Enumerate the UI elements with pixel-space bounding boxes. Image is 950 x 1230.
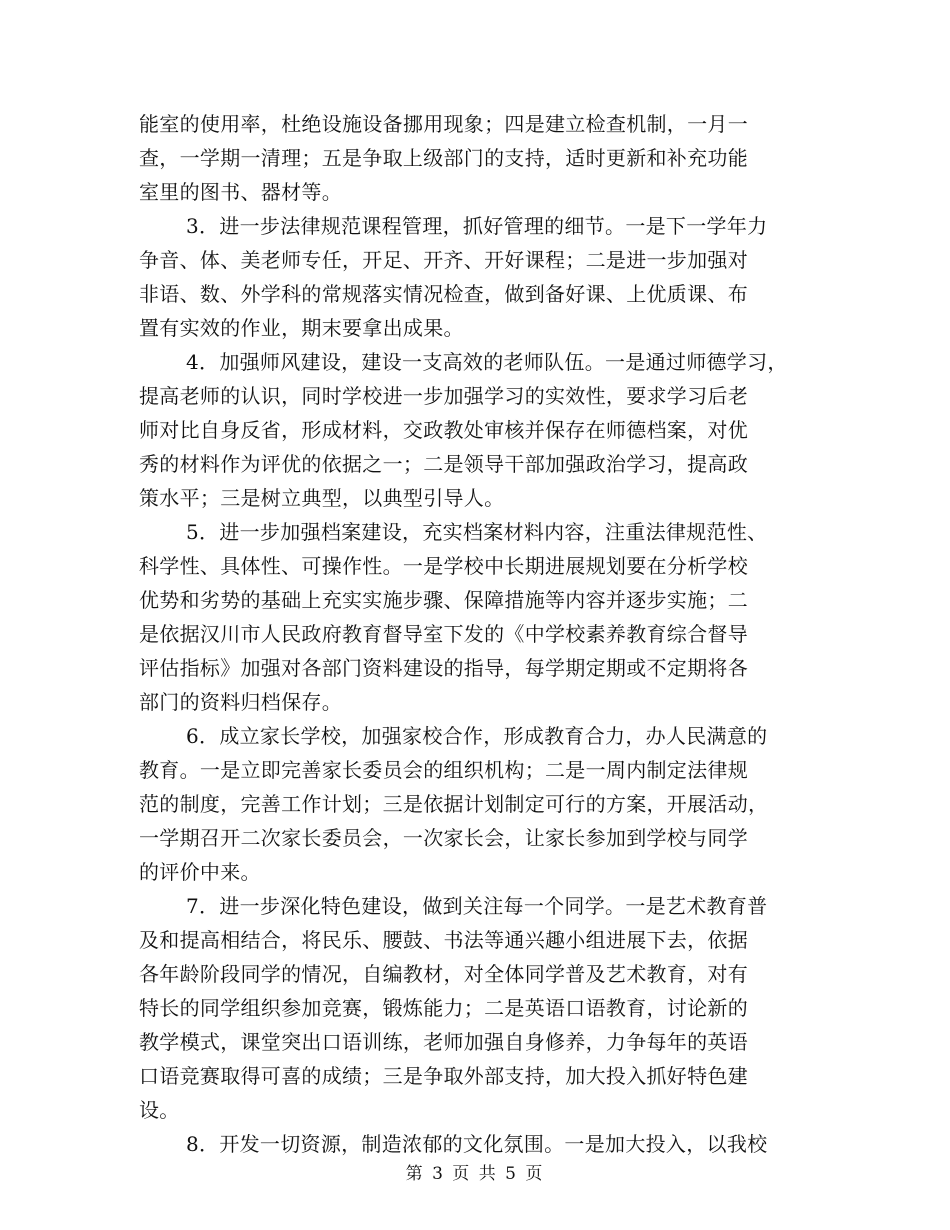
text-line: 查，一学期一清理；五是争取上级部门的支持，适时更新和补充功能 — [139, 146, 748, 170]
text-line: 争音、体、美老师专任，开足、开齐、开好课程；二是进一步加强对 — [139, 248, 748, 272]
text-line: 口语竞赛取得可喜的成绩；三是争取外部支持，加大投入抓好特色建 — [139, 1064, 748, 1088]
text-line: 优势和劣势的基础上充实实施步骤、保障措施等内容并逐步实施；二 — [139, 588, 748, 612]
text-line: 范的制度，完善工作计划；三是依据计划制定可行的方案，开展活动， — [139, 792, 769, 816]
text-line: 非语、数、外学科的常规落实情况检查，做到备好课、上优质课、布 — [139, 282, 748, 306]
text-line: 室里的图书、器材等。 — [139, 180, 342, 204]
text-line: 一学期召开二次家长委员会，一次家长会，让家长参加到学校与同学 — [139, 826, 748, 850]
paragraph-7-start: 7．进一步深化特色建设，做到关注每一个同学。一是艺术教育普 — [186, 894, 768, 918]
text-line: 策水平；三是树立典型，以典型引导人。 — [139, 486, 505, 510]
page-number-footer: 第 3 页 共 5 页 — [405, 1164, 545, 1184]
paragraph-8-start: 8．开发一切资源，制造浓郁的文化氛围。一是加大投入，以我校 — [186, 1132, 768, 1156]
text-line: 及和提高相结合，将民乐、腰鼓、书法等通兴趣小组进展下去，依据 — [139, 928, 748, 952]
text-line: 部门的资料归档保存。 — [139, 690, 342, 714]
text-line: 提高老师的认识，同时学校进一步加强学习的实效性，要求学习后老 — [139, 384, 748, 408]
text-line: 能室的使用率，杜绝设施设备挪用现象；四是建立检查机制，一月一 — [139, 112, 748, 136]
text-line: 各年龄阶段同学的情况，自编教材，对全体同学普及艺术教育，对有 — [139, 962, 748, 986]
text-line: 置有实效的作业，期末要拿出成果。 — [139, 316, 464, 340]
text-line: 特长的同学组织参加竞赛，锻炼能力；二是英语口语教育，讨论新的 — [139, 996, 748, 1020]
text-line: 秀的材料作为评优的依据之一；二是领导干部加强政治学习，提高政 — [139, 452, 748, 476]
paragraph-3-start: 3．进一步法律规范课程管理，抓好管理的细节。一是下一学年力 — [186, 214, 768, 238]
text-line: 的评价中来。 — [139, 860, 261, 884]
text-line: 师对比自身反省，形成材料，交政教处审核并保存在师德档案，对优 — [139, 418, 748, 442]
paragraph-5-start: 5．进一步加强档案建设，充实档案材料内容，注重法律规范性、 — [186, 520, 768, 544]
text-line: 教学模式，课堂突出口语训练，老师加强自身修养，力争每年的英语 — [139, 1030, 748, 1054]
text-line: 设。 — [139, 1098, 180, 1122]
paragraph-6-start: 6．成立家长学校，加强家校合作，形成教育合力，办人民满意的 — [186, 724, 768, 748]
paragraph-4-start: 4．加强师风建设，建设一支高效的老师队伍。一是通过师德学习， — [186, 350, 788, 374]
text-line: 评估指标》加强对各部门资料建设的指导，每学期定期或不定期将各 — [139, 656, 748, 680]
text-line: 科学性、具体性、可操作性。一是学校中长期进展规划要在分析学校 — [139, 554, 748, 578]
text-line: 教育。一是立即完善家长委员会的组织机构；二是一周内制定法律规 — [139, 758, 748, 782]
text-line: 是依据汉川市人民政府教育督导室下发的《中学校素养教育综合督导 — [139, 622, 748, 646]
